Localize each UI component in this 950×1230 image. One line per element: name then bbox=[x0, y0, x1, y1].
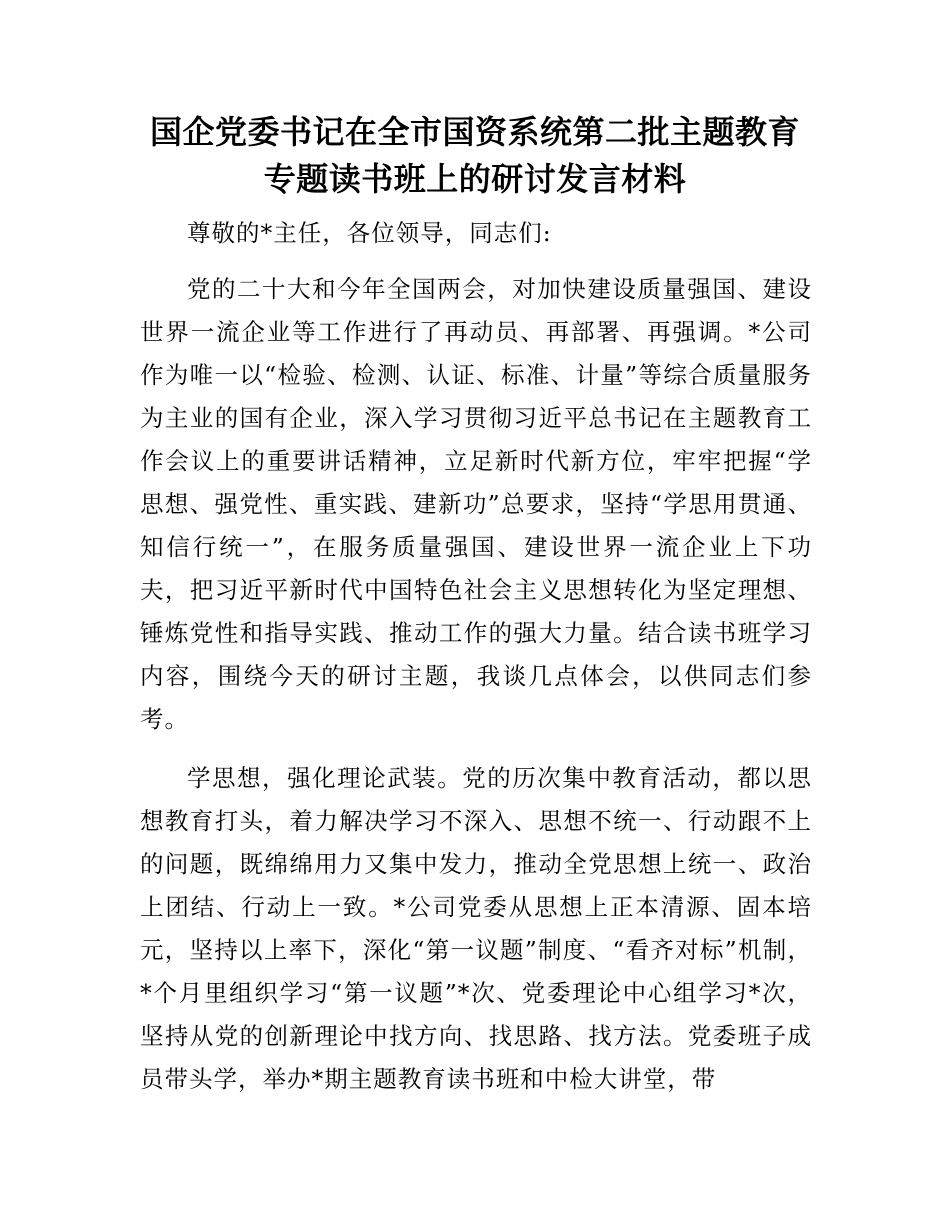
paragraph-study-thought: 学思想，强化理论武装。党的历次集中教育活动，都以思想教育打头，着力解决学习不深入、思想不统一、行动跟不上的问题，既绵绵用力又集中发力，推动全党思想上统一、政治上团结、行动上一致。*公司党委从思想上正本清源、固本培元，坚持以上率下，深化“第一议题”制度、“看齐对标”机制，*个月里组织学习“第一议题”*次、党委理论中心组学习*次，坚持从党的创新理论中找方向、找思路、找方法。党委班子成员带头学，举办*期主题教育读书班和中检大讲堂，带 bbox=[140, 764, 812, 1093]
salutation: 尊敬的*主任，各位领导，同志们: bbox=[187, 219, 552, 247]
paragraph-intro: 党的二十大和今年全国两会，对加快建设质量强国、建设世界一流企业等工作进行了再动员、再部署、再强调。*公司作为唯一以“检验、检测、认证、标准、计量”等综合质量服务为主业的国有企业，深入学习贯彻习近平总书记在主题教育工作会议上的重要讲话精神，立足新时代新方位，牢牢把握“学思想、强党性、重实践、建新功”总要求，坚持“学思用贯通、知信行统一”，在服务质量强国、建设世界一流企业上下功夫，把习近平新时代中国特色社会主义思想转化为坚定理想、锤炼党性和指导实践、推动工作的强大力量。结合读书班学习内容，围绕今天的研讨主题，我谈几点体会，以供同志们参考。 bbox=[140, 275, 812, 733]
document-title-line-1: 国企党委书记在全市国资系统第二批主题教育 bbox=[149, 113, 800, 151]
document-title-line-2: 专题读书班上的研讨发言材料 bbox=[263, 160, 687, 198]
document-body bbox=[140, 212, 812, 1101]
